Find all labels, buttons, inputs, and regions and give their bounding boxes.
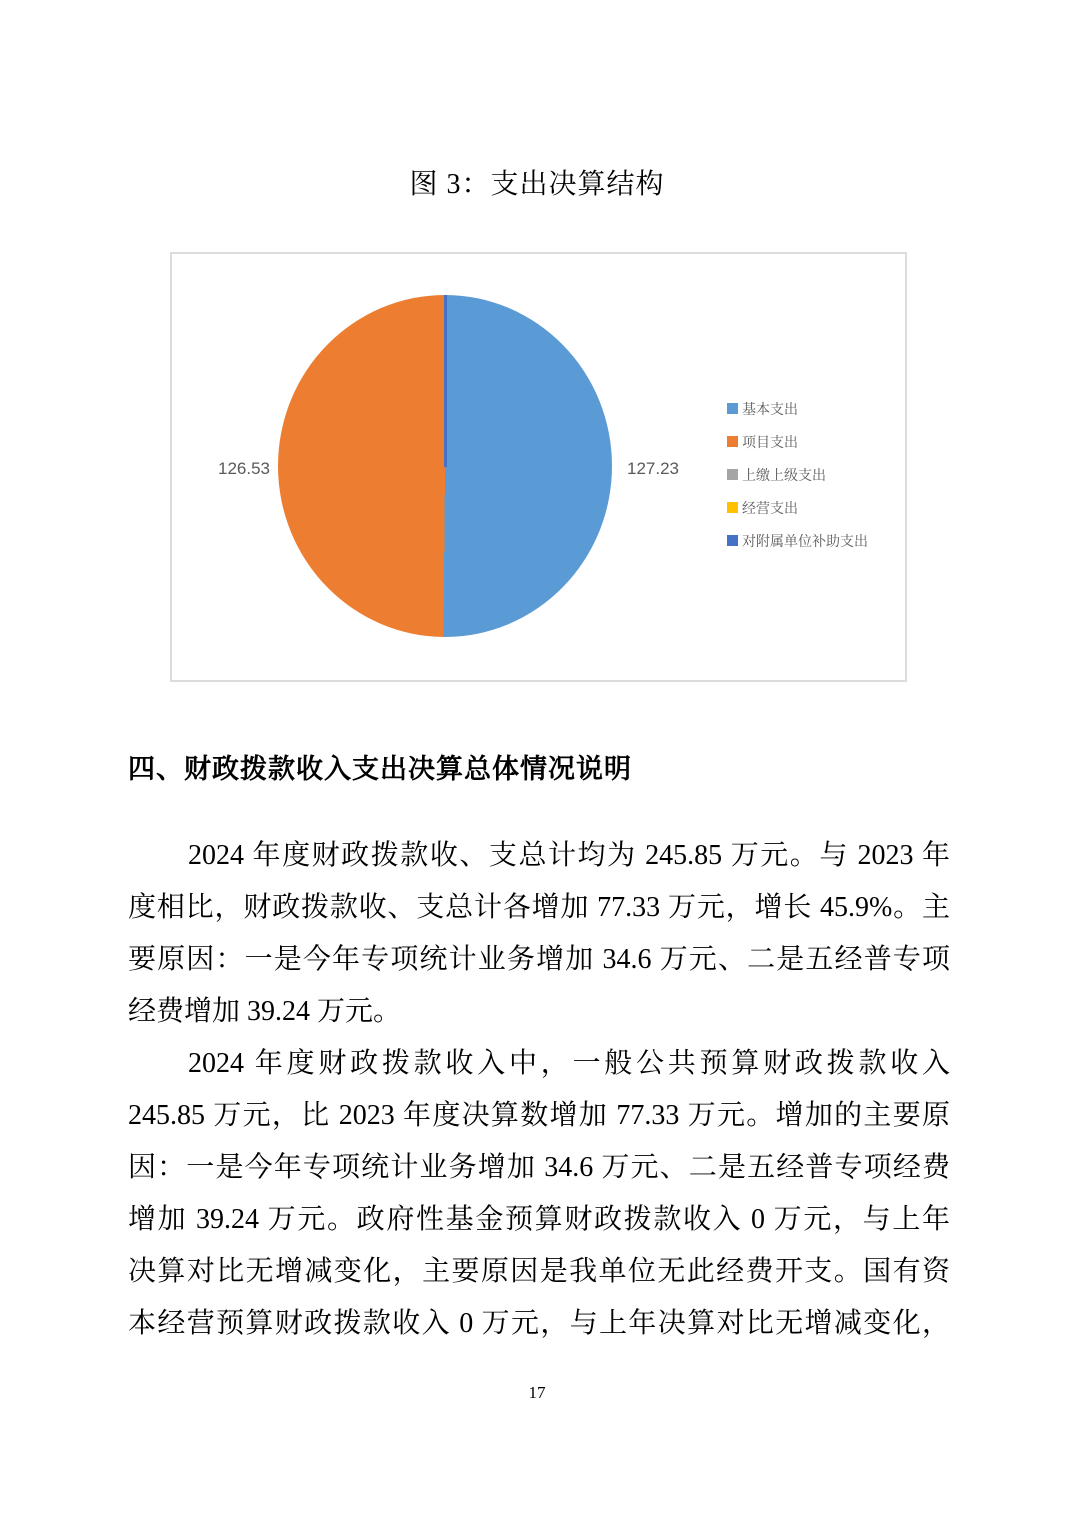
body-text-line: 增加 39.24 万元。政府性基金预算财政拨款收入 0 万元，与上年 (128, 1204, 950, 1235)
legend-item-label: 基本支出 (742, 400, 798, 417)
pie-data-label-left: 126.53 (218, 459, 270, 478)
legend-color-swatch-icon (727, 469, 738, 480)
body-text-line: 本经营预算财政拨款收入 0 万元，与上年决算对比无增减变化， (128, 1308, 950, 1339)
body-text-line: 因：一是今年专项统计业务增加 34.6 万元、二是五经普专项经费 (128, 1152, 950, 1183)
legend-item (727, 491, 907, 524)
legend-item (727, 392, 907, 425)
body-text-line: 度相比，财政拨款收、支总计各增加 77.33 万元，增长 45.9%。主 (128, 892, 950, 923)
figure-title: 图 3：支出决算结构 (409, 169, 665, 200)
body-text-line: 2024 年度财政拨款收入中，一般公共预算财政拨款收入 (188, 1048, 950, 1079)
legend-item (727, 425, 907, 458)
legend-color-swatch-icon (727, 535, 738, 546)
pie-data-label-right: 127.23 (627, 459, 679, 478)
legend-color-swatch-icon (727, 436, 738, 447)
legend-item (727, 524, 907, 557)
body-text-line: 要原因：一是今年专项统计业务增加 34.6 万元、二是五经普专项 (128, 944, 950, 975)
body-text-line: 决算对比无增减变化，主要原因是我单位无此经费开支。国有资 (128, 1256, 950, 1287)
section-heading: 四、财政拨款收入支出决算总体情况说明 (128, 754, 632, 784)
legend-color-swatch-icon (727, 403, 738, 414)
legend-item-label: 项目支出 (742, 433, 798, 450)
legend-item (727, 458, 907, 491)
page-number: 17 (528, 1383, 546, 1402)
body-text (128, 830, 950, 1350)
pie-zero-slices-divider-line (444, 295, 447, 467)
body-text-line: 2024 年度财政拨款收、支总计均为 245.85 万元。与 2023 年 (188, 840, 950, 871)
legend-item-label: 经营支出 (742, 499, 798, 516)
body-text-line: 245.85 万元，比 2023 年度决算数增加 77.33 万元。增加的主要原 (128, 1100, 950, 1131)
body-text-line: 经费增加 39.24 万元。 (128, 996, 402, 1027)
chart-legend (727, 392, 907, 557)
legend-item-label: 上缴上级支出 (742, 466, 826, 483)
legend-color-swatch-icon (727, 502, 738, 513)
pie-chart-container (170, 252, 907, 682)
legend-item-label: 对附属单位补助支出 (742, 532, 868, 549)
